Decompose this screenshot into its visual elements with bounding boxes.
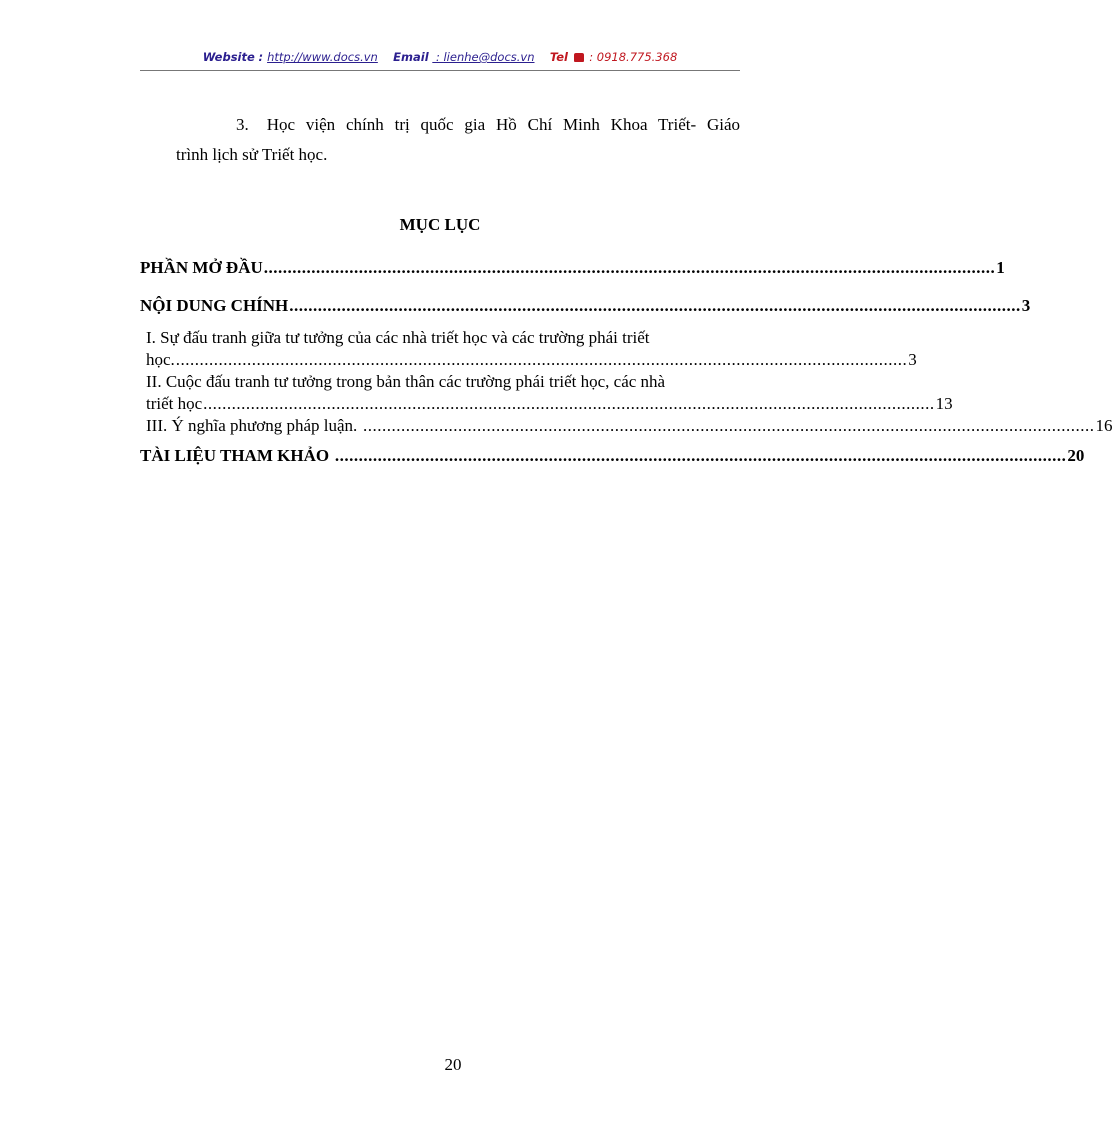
reference-number: 3. [236, 115, 249, 134]
toc-entry-section-2[interactable]: II. Cuộc đấu tranh tư tưởng trong bản thân các trường phái triết học, các nhà triết học .......................................................................................................................................................... 13 [146, 372, 953, 413]
email-link[interactable]: lienhe@docs.vn [443, 50, 535, 64]
reference-line-2: trình lịch sử Triết học. [176, 145, 328, 164]
toc-page: 13 [935, 394, 953, 413]
toc-page: 3 [1021, 296, 1031, 315]
reference-item [140, 110, 740, 170]
toc-title: MỤC LỤC [399, 215, 481, 234]
toc-page: 1 [996, 258, 1005, 277]
phone-icon [574, 53, 584, 62]
page-header: Website : http://www.docs.vn Email : lienhe@docs.vn Tel : 0918.775.368 [140, 50, 740, 71]
tel-label: Tel [549, 50, 568, 64]
toc-entry-section-3[interactable]: III. Ý nghĩa phương pháp luận. .......................................................................................................................................................... 16 [146, 416, 1113, 435]
toc-entry-intro[interactable]: PHẦN MỞ ĐẦU .......................................................................................................................................................... 1 [140, 258, 1005, 277]
toc-list [140, 258, 1113, 470]
toc-entry-section-1[interactable]: I. Sự đấu tranh giữa tư tưởng của các nhà triết học và các trường phái triết học. .......................................................................................................................................................... 3 [146, 328, 917, 369]
website-link[interactable]: http://www.docs.vn [267, 50, 378, 64]
toc-entry-main[interactable]: NỘI DUNG CHÍNH .......................................................................................................................................................... 3 [140, 296, 1031, 315]
page-number: 20 [444, 1055, 462, 1074]
toc-entry-references[interactable]: TÀI LIỆU THAM KHẢO .......................................................................................................................................................... 20 [140, 446, 1085, 465]
tel-value: : 0918.775.368 [589, 50, 678, 64]
toc-page: 3 [908, 350, 917, 369]
reference-line-1: Học viện chính trị quốc gia Hồ Chí Minh Khoa Triết- Giáo [266, 115, 740, 134]
email-label: Email [393, 50, 429, 64]
toc-page: 20 [1067, 446, 1085, 465]
website-label: Website [202, 50, 255, 64]
toc-page: 16 [1095, 416, 1113, 435]
